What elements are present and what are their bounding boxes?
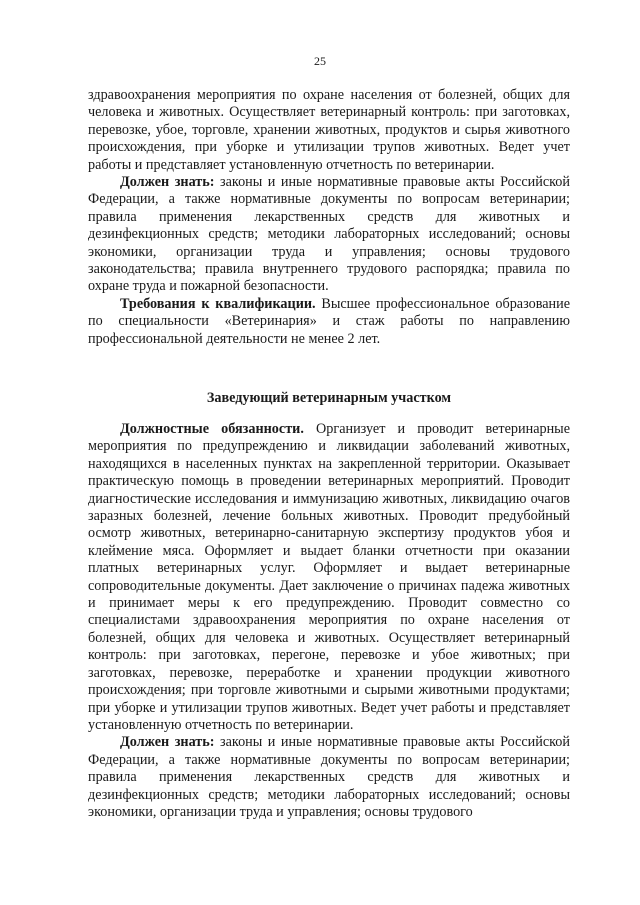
paragraph-lead: Должен знать: <box>120 174 215 191</box>
paragraph-lead: Должен знать: <box>120 734 215 751</box>
section-continuation <box>88 87 570 348</box>
paragraph-text: законы и иные нормативные правовые акты Российской Федерации, а также нормативные документы по вопросам ветеринарии; правила применения лекарственных средств для животных и дезинфекционных средств; методики лабораторных исследований; основы экономики, организации труда и управления; основы трудового законодательства; правила внутреннего трудового распорядка; правила по охране труда и пожарной безопасности. <box>88 174 570 295</box>
paragraph-text: Организует и проводит ветеринарные мероприятия по предупреждению и ликвидации заболеваний животных, находящихся в населенных пунктах на закрепленной территории. Оказывает практическую помощь в проведении ветеринарных мероприятий. Проводит диагностические исследования и иммунизацию животных, ликвидацию очагов заразных болезней, лечение больных животных. Проводит предубойный осмотр животных, ветеринарно-санитарную экспертизу продуктов убоя и клеймение мяса. Оформляет и выдает бланки отчетности при оказании платных ветеринарных услуг. Оформляет и выдает ветеринарные сопроводительные документы. Дает заключение о причинах падежа животных и принимает меры к его предупреждению. Проводит совместно со специалистами здравоохранения мероприятия по охране населения от болезней, общих для человека и животных. Осуществляет ветеринарный контроль: при заготовках, перегоне, перевозке и убое животных; при заготовках, перевозке, переработке и хранении продукции животного происхождения; при торговле животными и сырыми животными продуктами; при уборке и утилизации трупов животных. Ведет учет работы и представляет установленную отчетность по ветеринарии. <box>88 421 571 733</box>
page-number: 25 <box>314 54 326 68</box>
paragraph-continuation: здравоохранения мероприятия по охране населения от болезней, общих для человека и животных. Осуществляет ветеринарный контроль: при заготовках, перевозке, убое, торговле, хранении животных, продуктов и сырья животного происхождения, при уборке и утилизации трупов животных. Ведет учет работы и представляет установленную отчетность по ветеринарии. <box>88 87 570 173</box>
paragraph-text: Высшее профессиональное образование по специальности «Ветеринария» и стаж работы по направлению профессиональной деятельности не менее 2 лет. <box>88 295 571 347</box>
paragraph-lead: Должностные обязанности. <box>120 421 304 437</box>
paragraph-must-know <box>88 734 570 821</box>
paragraph-must-know <box>88 174 570 296</box>
paragraph-duties <box>88 421 570 734</box>
section-head-of-vet-district <box>88 421 570 821</box>
paragraph-lead: Требования к квалификации. <box>120 295 316 312</box>
paragraph-text: законы и иные нормативные правовые акты Российской Федерации, а также нормативные документы по вопросам ветеринарии; правила применения лекарственных средств для животных и дезинфекционных средств; методики лабораторных исследований; основы экономики, организации труда и управления; основы трудового <box>88 734 570 820</box>
section-heading: Заведующий ветеринарным участком <box>206 390 452 406</box>
paragraph-qualification <box>88 296 570 348</box>
